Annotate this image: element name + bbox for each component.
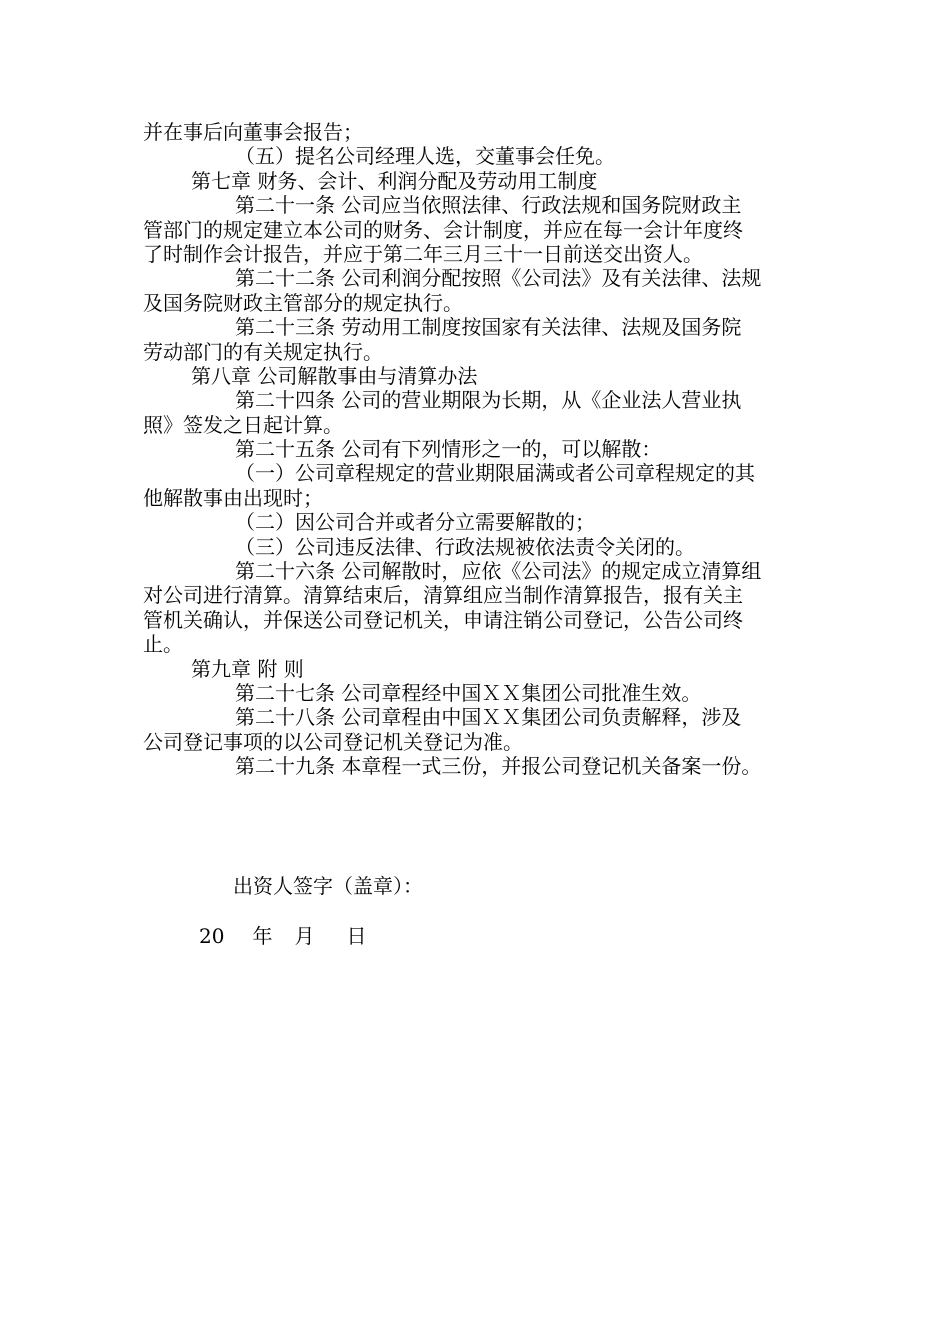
article-line: 第二十四条 公司的营业期限为长期，从《企业法人营业执 xyxy=(235,388,742,413)
paragraph-line: 对公司进行清算。清算结束后，清算组应当制作清算报告，报有关主 xyxy=(143,583,743,608)
date-year-label: 年 xyxy=(252,924,273,948)
list-item-line: （一）公司章程规定的营业期限届满或者公司章程规定的其 xyxy=(235,461,755,486)
list-item-line: （二）因公司合并或者分立需要解散的； xyxy=(235,510,595,535)
article-line: 第二十一条 公司应当依照法律、行政法规和国务院财政主 xyxy=(235,193,742,218)
article-line: 第二十六条 公司解散时，应依《公司法》的规定成立清算组 xyxy=(235,559,762,584)
article-line: 第二十二条 公司利润分配按照《公司法》及有关法律、法规 xyxy=(235,266,762,291)
paragraph-line: 他解散事由出现时； xyxy=(143,485,323,510)
date-line xyxy=(199,920,366,949)
paragraph-line: 及国务院财政主管部分的规定执行。 xyxy=(143,290,463,315)
chapter-heading: 第九章 附 则 xyxy=(191,656,304,681)
paragraph-line: 管部门的规定建立本公司的财务、会计制度，并应在每一会计年度终 xyxy=(143,217,743,242)
article-line: 第二十三条 劳动用工制度按国家有关法律、法规及国务院 xyxy=(235,315,742,340)
article-line: 第二十八条 公司章程由中国ＸＸ集团公司负责解释，涉及 xyxy=(235,705,742,730)
paragraph-line: 管机关确认，并保送公司登记机关，申请注销公司登记，公告公司终 xyxy=(143,607,743,632)
paragraph-line: 了时制作会计报告，并应于第二年三月三十一日前送交出资人。 xyxy=(143,241,703,266)
document-body xyxy=(143,120,813,779)
article-line: 第二十五条 公司有下列情形之一的，可以解散： xyxy=(235,437,662,462)
list-item-line: （五）提名公司经理人选，交董事会任免。 xyxy=(235,144,615,169)
list-item-line: （三）公司违反法律、行政法规被依法责令关闭的。 xyxy=(235,534,695,559)
date-day-label: 日 xyxy=(346,924,367,948)
paragraph-line: 止。 xyxy=(143,632,183,657)
article-line: 第二十七条 公司章程经中国ＸＸ集团公司批准生效。 xyxy=(235,680,702,705)
paragraph-line: 劳动部门的有关规定执行。 xyxy=(143,339,383,364)
paragraph-line: 照》签发之日起计算。 xyxy=(143,412,343,437)
paragraph-line: 并在事后向董事会报告； xyxy=(143,120,363,144)
date-year-prefix: 20 xyxy=(199,924,225,948)
investor-signature-label: 出资人签字（盖章）： xyxy=(233,874,423,898)
chapter-heading: 第八章 公司解散事由与清算办法 xyxy=(191,363,478,388)
date-month-label: 月 xyxy=(294,924,315,948)
paragraph-line: 公司登记事项的以公司登记机关登记为准。 xyxy=(143,729,523,754)
chapter-heading: 第七章 财务、会计、利润分配及劳动用工制度 xyxy=(191,168,598,193)
article-line: 第二十九条 本章程一式三份，并报公司登记机关备案一份。 xyxy=(235,754,762,779)
